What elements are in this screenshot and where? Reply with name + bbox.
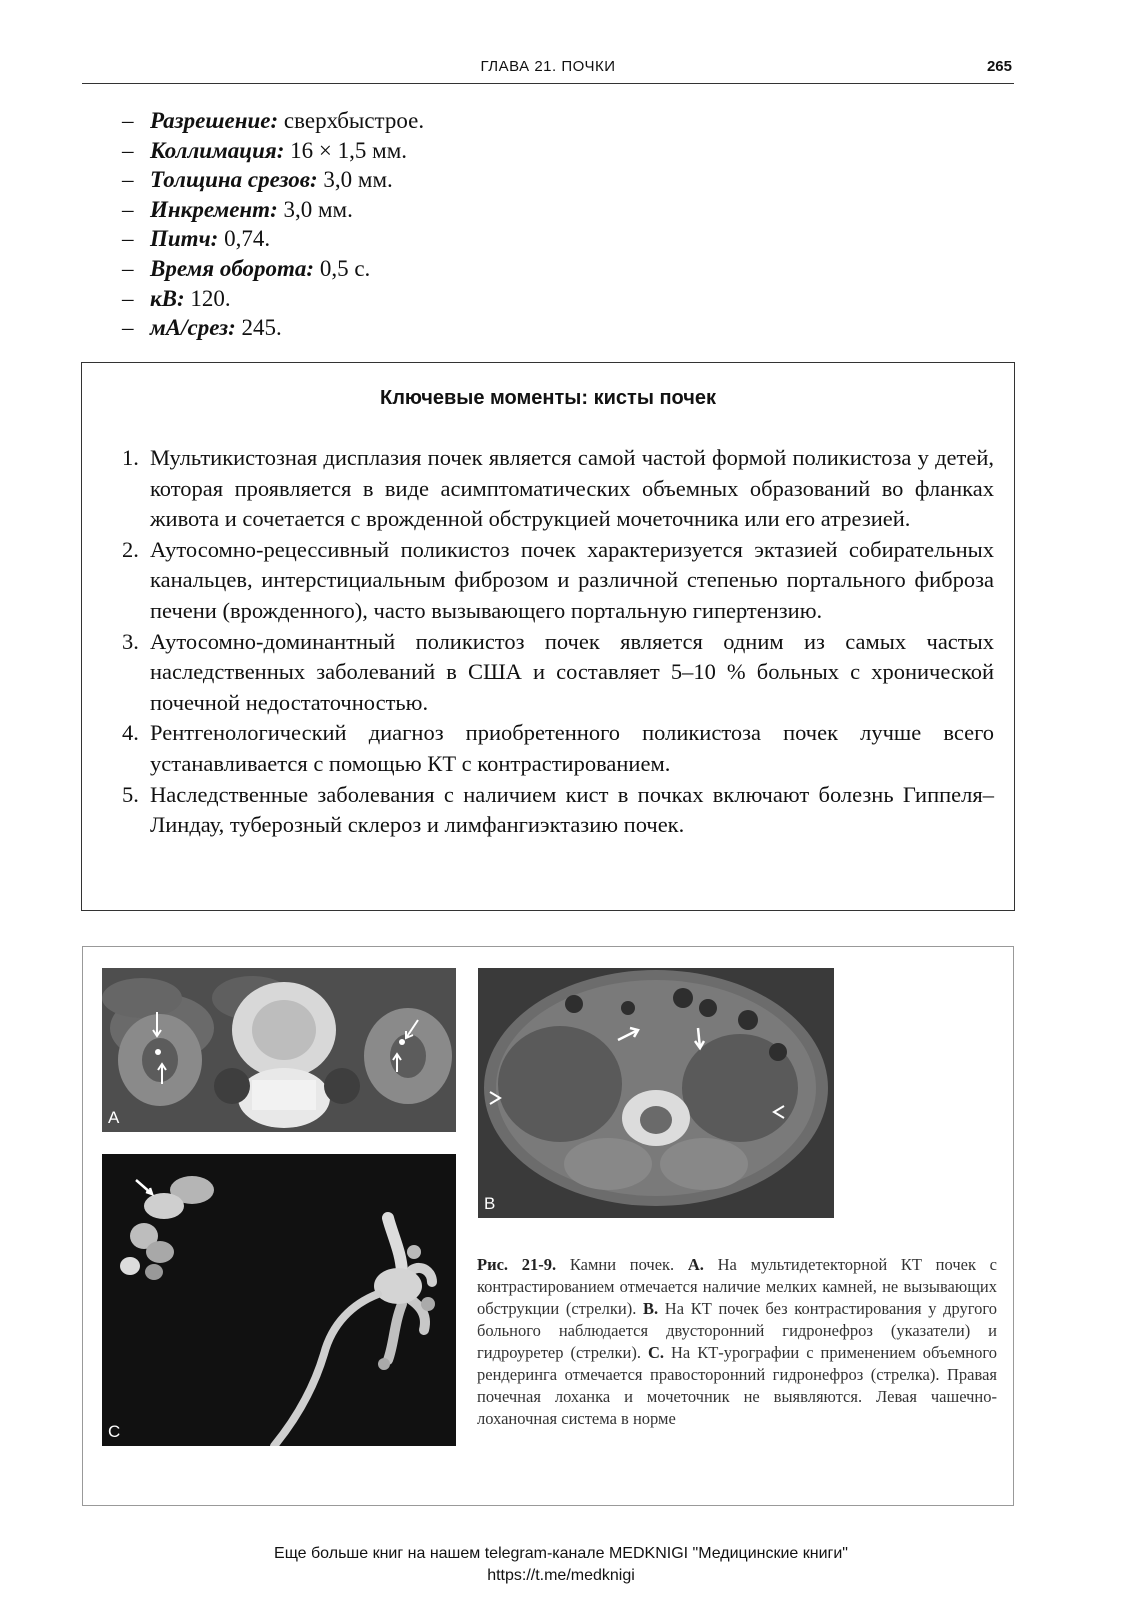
param-value: 120. — [190, 285, 231, 311]
figure-caption: Рис. 21-9. Камни почек. A. На мультидетекторной КТ почек с контрастированием отмечается наличие мелких камней, не вызывающих обструкции (стрелки). B. На КТ почек без контрастирования у другого больного наблюдается двусторонний гидронефроз (указатели) и гидроуретер (стрелки). C. На КТ-урографии с применением объемного рендеринга отмечается правосторонний гидронефроз (стрелка). Правая почечная лоханка и мочеточник не выявляются. Левая чашечно-лоханочная система в норме — [477, 1255, 998, 1428]
key-point-item: 5. Наследственные заболевания с наличием кист в почках включают болезнь Гиппеля–Линдау, туберозный склероз и лимфангиэктазию почек. — [122, 781, 994, 838]
param-item: – кВ: 120. — [122, 285, 231, 311]
ct-image-b — [478, 968, 834, 1218]
footer-line-1: Еще больше книг на нашем telegram-канале MEDKNIGI "Медицинские книги" — [274, 1545, 848, 1562]
key-points-title: Ключевые моменты: кисты почек — [380, 387, 716, 409]
key-point-item: 2. Аутосомно-рецессивный поликистоз почек характеризуется эктазией собирательных канальцев, интерстициальным фиброзом и различной степенью портального фиброза печени (врожденного), часто вызывающего портальную гипертензию. — [122, 536, 994, 623]
caption-label: Рис. 21-9. — [477, 1255, 557, 1274]
param-value: 245. — [241, 315, 282, 341]
key-point-item: 4. Рентгенологический диагноз приобретенного поликистоза почек лучше всего устанавливается с помощью КТ с контрастированием. — [122, 720, 994, 776]
param-key: мА/срез — [150, 315, 229, 341]
page-number: 265 — [986, 58, 1012, 75]
panel-label-a: A — [108, 1108, 120, 1127]
key-points-list — [122, 443, 994, 841]
param-item: – Питч: 0,74. — [122, 226, 271, 252]
param-item: – Толщина срезов: 3,0 мм. — [122, 167, 393, 193]
param-key: Инкремент — [150, 196, 271, 222]
param-value: 3,0 мм. — [283, 196, 353, 222]
footer-promo — [0, 1543, 1122, 1587]
param-key: Коллимация — [150, 137, 277, 163]
key-point-item: 3. Аутосомно-доминантный поликистоз почек является одним из самых частых наследственных заболеваний в США и составляет 5–10 % больных с хронической почечной недостаточностью. — [122, 628, 994, 715]
param-item: – мА/срез: 245. — [122, 315, 282, 341]
ct-image-c-drawing — [102, 1154, 456, 1446]
param-key: Время оборота — [150, 255, 307, 281]
param-key: кВ — [150, 285, 177, 311]
key-points-box — [81, 362, 1015, 911]
ct-image-a-drawing — [102, 968, 456, 1132]
param-value: сверхбыстрое. — [283, 108, 425, 133]
panel-label-b: B — [484, 1194, 496, 1213]
param-key: Разрешение — [150, 108, 271, 133]
ct-image-c — [102, 1154, 456, 1446]
param-item: – Инкремент: 3,0 мм. — [122, 196, 353, 222]
panel-label-c: C — [108, 1422, 121, 1441]
param-item: – Время оборота: 0,5 с. — [122, 255, 371, 281]
running-head — [82, 58, 1014, 84]
param-value: 3,0 мм. — [323, 167, 393, 193]
param-key: Толщина срезов — [150, 167, 310, 193]
param-item: – Разрешение: сверхбыстрое. — [122, 108, 425, 133]
ct-image-b-drawing — [478, 968, 834, 1218]
key-point-item: 1. Мультикистозная дисплазия почек является самой частой формой поликистоза у детей, которая проявляется в виде асимптоматических объемных образований во фланках живота и сочетается с врожденной обструкцией мочеточника или его атрезией. — [122, 445, 994, 532]
scan-parameters-list — [122, 106, 424, 343]
ct-image-a — [102, 968, 456, 1132]
param-item: – Коллимация: 16 × 1,5 мм. — [122, 137, 408, 163]
param-value: 0,74. — [224, 226, 271, 252]
param-key: Питч — [150, 226, 211, 252]
param-value: 16 × 1,5 мм. — [290, 137, 408, 163]
param-value: 0,5 с. — [319, 255, 371, 281]
chapter-title: ГЛАВА 21. ПОЧКИ — [480, 58, 616, 75]
footer-link[interactable]: https://t.me/medknigi — [487, 1567, 635, 1584]
